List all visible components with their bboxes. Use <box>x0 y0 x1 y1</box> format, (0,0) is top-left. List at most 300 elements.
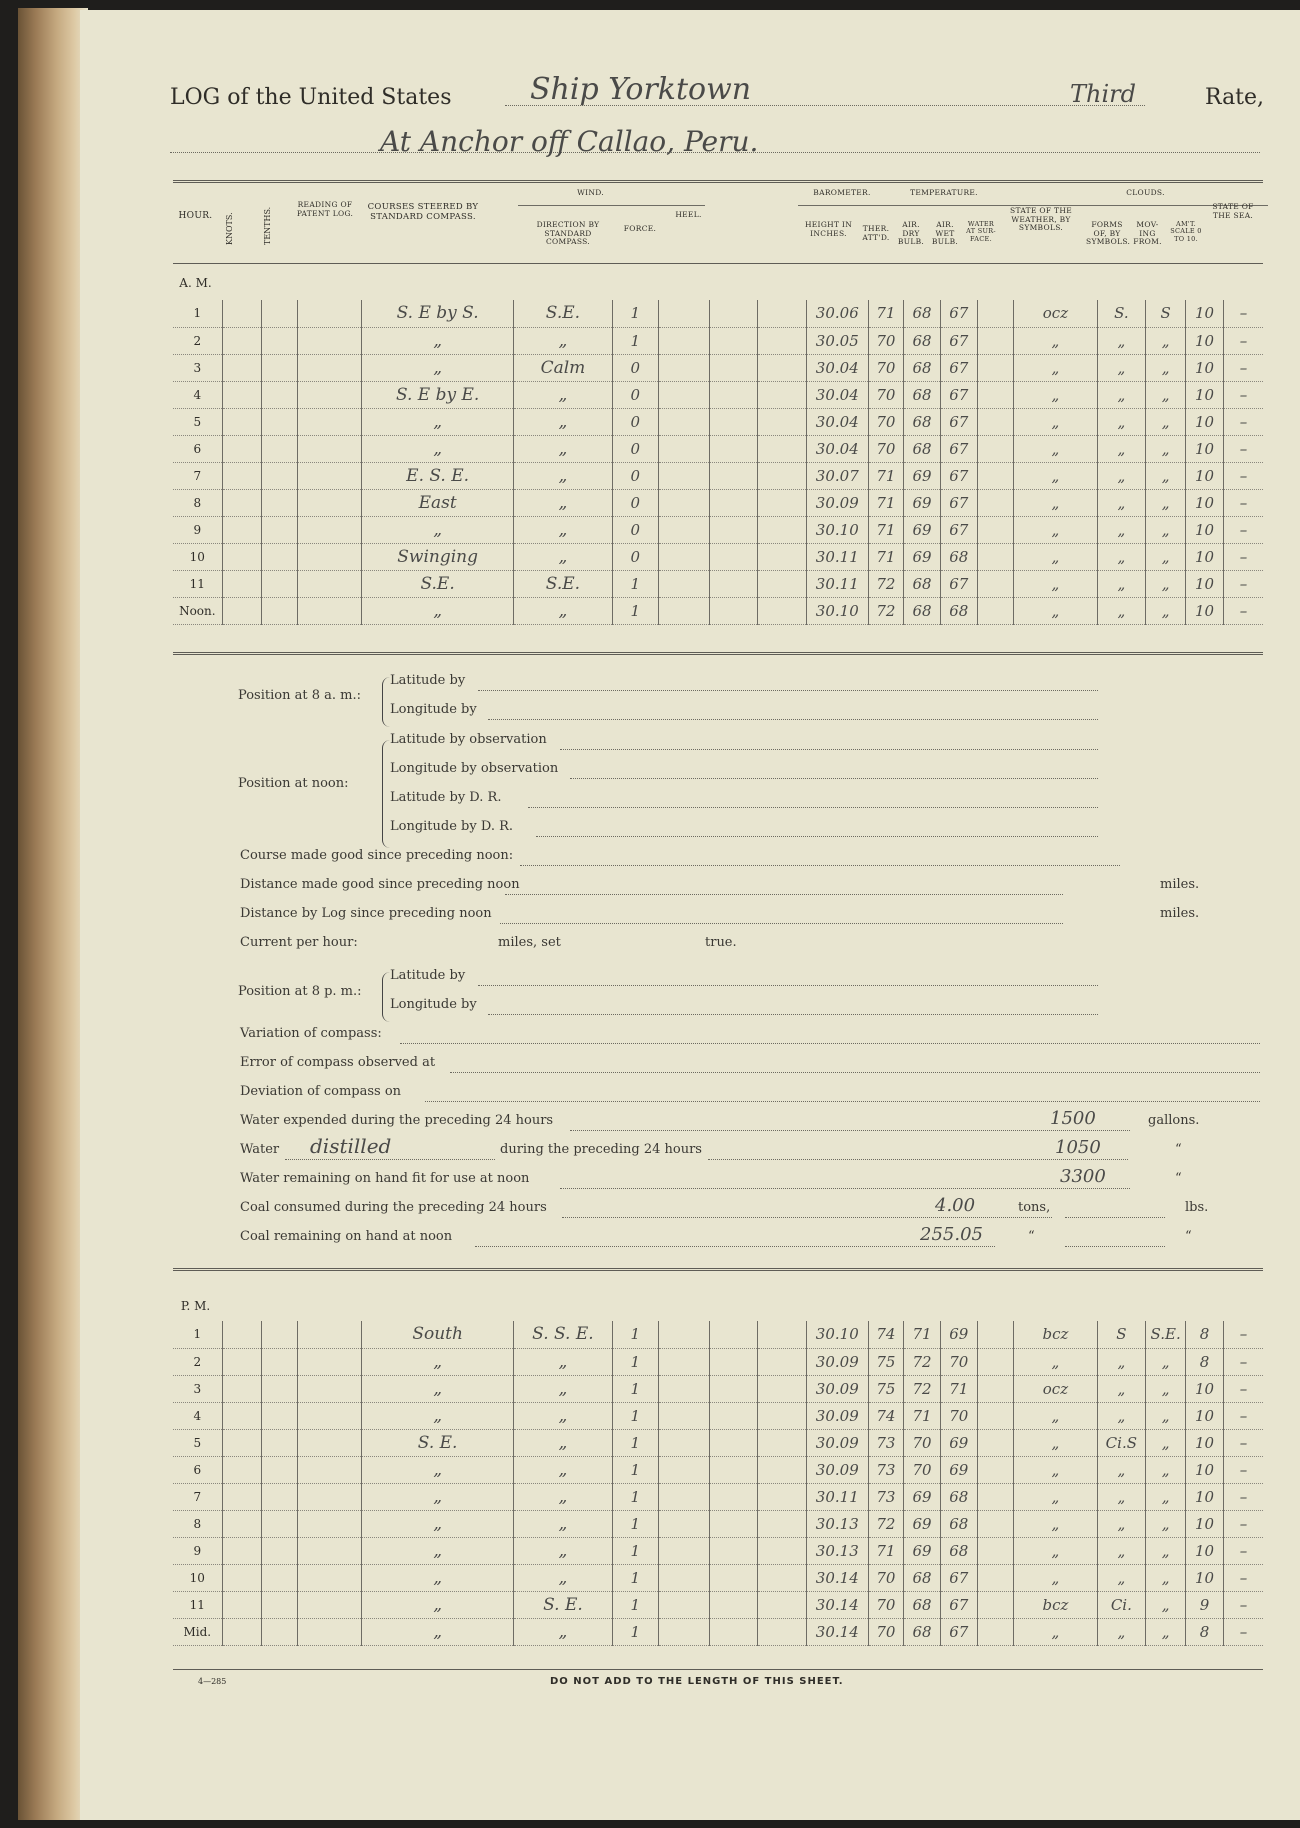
cell-ther: 70 <box>868 354 904 381</box>
coal-consumed-value: 4.00 <box>935 1195 976 1216</box>
cell-forms: Ci.S <box>1097 1429 1146 1456</box>
cell-weather: „ <box>1014 1537 1097 1564</box>
cell-course: „ <box>361 1375 513 1402</box>
cell-baro: 30.09 <box>807 1429 869 1456</box>
cell-weather: „ <box>1014 1456 1097 1483</box>
table-row <box>173 597 1263 624</box>
cell-weather: „ <box>1014 462 1097 489</box>
cell-ther: 71 <box>868 489 904 516</box>
cell-course: S.E. <box>361 570 513 597</box>
cell-force: 1 <box>612 1456 658 1483</box>
cell-empty <box>977 1591 1014 1618</box>
table-row <box>173 435 1263 462</box>
water-expended-label: Water expended during the preceding 24 hours <box>240 1113 554 1128</box>
title-prefix: LOG of the United States <box>170 85 452 110</box>
cell-empty <box>222 1564 261 1591</box>
cell-moving: „ <box>1146 1537 1186 1564</box>
lbs-unit: lbs. <box>1185 1200 1209 1215</box>
cell-sea: – <box>1223 597 1263 624</box>
cell-hour: 8 <box>193 495 202 510</box>
cell-dry: 68 <box>904 570 941 597</box>
cell-course: S. E by E. <box>361 381 513 408</box>
cell-amt: 10 <box>1186 489 1224 516</box>
miles-unit: miles. <box>1160 877 1200 892</box>
col-cloud-amount: AM'T. SCALE 0 TO 10. <box>1170 220 1202 243</box>
long-dr-label: Longitude by D. R. <box>390 819 513 834</box>
cell-sea: – <box>1223 408 1263 435</box>
cell-hour: 6 <box>193 1462 202 1477</box>
cell-weather: „ <box>1014 1402 1097 1429</box>
rate-label: Rate, <box>1205 85 1265 110</box>
cell-dir: „ <box>514 408 612 435</box>
cell-moving: „ <box>1146 543 1186 570</box>
cell-ther: 70 <box>868 408 904 435</box>
table-row <box>173 516 1263 543</box>
cell-amt: 8 <box>1186 1321 1224 1348</box>
cell-empty <box>298 1456 362 1483</box>
lat-by-label: Latitude by <box>390 673 466 688</box>
cell-empty <box>261 300 298 327</box>
cell-sea: – <box>1223 1591 1263 1618</box>
cell-empty <box>659 300 710 327</box>
cell-weather: „ <box>1014 1564 1097 1591</box>
cell-wet: 67 <box>940 462 977 489</box>
course-made-good-label: Course made good since preceding noon: <box>240 848 514 863</box>
cell-dry: 69 <box>904 1483 941 1510</box>
cell-empty <box>261 570 298 597</box>
am-label: A. M. <box>179 276 212 290</box>
cell-dry: 70 <box>904 1456 941 1483</box>
cell-empty <box>758 516 807 543</box>
cell-force: 0 <box>612 462 658 489</box>
cell-course: East <box>361 489 513 516</box>
cell-baro: 30.09 <box>807 1348 869 1375</box>
cell-empty <box>298 543 362 570</box>
cell-empty <box>758 1618 807 1645</box>
cell-wet: 68 <box>940 543 977 570</box>
table-row <box>173 1618 1263 1645</box>
cell-wet: 67 <box>940 1618 977 1645</box>
cell-empty <box>977 381 1014 408</box>
cell-empty <box>709 462 758 489</box>
cell-force: 1 <box>612 1483 658 1510</box>
cell-course: South <box>361 1321 513 1348</box>
form-number: 4—285 <box>198 1677 227 1686</box>
wind-divider <box>518 205 705 206</box>
cell-course: Swinging <box>361 543 513 570</box>
cell-empty <box>222 1591 261 1618</box>
cell-sea: – <box>1223 1375 1263 1402</box>
cell-empty <box>298 381 362 408</box>
cell-empty <box>977 1402 1014 1429</box>
cell-wet: 67 <box>940 327 977 354</box>
cell-moving: „ <box>1146 1348 1186 1375</box>
cell-ther: 72 <box>868 1510 904 1537</box>
cell-baro: 30.14 <box>807 1618 869 1645</box>
cell-amt: 10 <box>1186 570 1224 597</box>
cell-ther: 74 <box>868 1402 904 1429</box>
col-baro-height: HEIGHT IN INCHES. <box>804 220 853 238</box>
cell-empty <box>298 1618 362 1645</box>
cell-empty <box>261 1510 298 1537</box>
cell-dir: „ <box>514 462 612 489</box>
cell-moving: S.E. <box>1146 1321 1186 1348</box>
col-wind-force: FORCE. <box>623 224 657 233</box>
cell-moving: „ <box>1146 408 1186 435</box>
distance-by-log-label: Distance by Log since preceding noon <box>240 906 492 921</box>
cell-amt: 8 <box>1186 1618 1224 1645</box>
cell-forms: „ <box>1097 1375 1146 1402</box>
cell-amt: 10 <box>1186 408 1224 435</box>
cell-wet: 70 <box>940 1402 977 1429</box>
water-label: Water <box>240 1142 280 1157</box>
cell-amt: 10 <box>1186 597 1224 624</box>
cell-empty <box>298 408 362 435</box>
table-row <box>173 1510 1263 1537</box>
cell-empty <box>222 1402 261 1429</box>
distance-made-good-line <box>505 894 1063 895</box>
cell-forms: „ <box>1097 570 1146 597</box>
distance-by-log-line <box>500 923 1063 924</box>
cell-dry: 68 <box>904 597 941 624</box>
deviation-label: Deviation of compass on <box>240 1084 402 1099</box>
cell-empty <box>298 435 362 462</box>
table-row <box>173 543 1263 570</box>
cell-moving: „ <box>1146 1456 1186 1483</box>
cell-moving: „ <box>1146 1591 1186 1618</box>
cell-empty <box>977 1321 1014 1348</box>
cell-empty <box>709 1456 758 1483</box>
long-8pm-line <box>488 1014 1098 1015</box>
cell-empty <box>977 1537 1014 1564</box>
cell-empty <box>977 1483 1014 1510</box>
cell-ther: 72 <box>868 570 904 597</box>
cell-force: 0 <box>612 489 658 516</box>
cell-empty <box>977 1375 1014 1402</box>
ditto-mark: “ <box>1028 1229 1035 1244</box>
cell-empty <box>298 1591 362 1618</box>
cell-amt: 10 <box>1186 1564 1224 1591</box>
cell-empty <box>758 354 807 381</box>
cell-forms: „ <box>1097 1348 1146 1375</box>
cell-empty <box>659 543 710 570</box>
cell-empty <box>659 516 710 543</box>
cell-dry: 68 <box>904 1564 941 1591</box>
cell-forms: „ <box>1097 435 1146 462</box>
pos-noon-label: Position at noon: <box>238 776 349 791</box>
long-obs-label: Longitude by observation <box>390 761 559 776</box>
cell-weather: „ <box>1014 1510 1097 1537</box>
cell-dir: „ <box>514 1375 612 1402</box>
cell-empty <box>659 1402 710 1429</box>
table-row <box>173 327 1263 354</box>
cell-amt: 9 <box>1186 1591 1224 1618</box>
cell-baro: 30.14 <box>807 1591 869 1618</box>
cell-empty <box>659 408 710 435</box>
cell-amt: 10 <box>1186 1483 1224 1510</box>
cell-moving: „ <box>1146 1618 1186 1645</box>
cell-weather: „ <box>1014 435 1097 462</box>
cell-empty <box>222 327 261 354</box>
cell-wet: 68 <box>940 1537 977 1564</box>
cell-empty <box>709 435 758 462</box>
col-cloud-forms: FORMS OF, BY SYMBOLS. <box>1086 220 1131 247</box>
cell-empty <box>758 489 807 516</box>
cell-empty <box>659 435 710 462</box>
cell-empty <box>659 354 710 381</box>
cell-empty <box>659 1375 710 1402</box>
cell-baro: 30.09 <box>807 489 869 516</box>
cell-baro: 30.06 <box>807 300 869 327</box>
cell-empty <box>758 1510 807 1537</box>
cell-empty <box>758 408 807 435</box>
cell-ther: 75 <box>868 1348 904 1375</box>
cell-forms: „ <box>1097 1483 1146 1510</box>
cell-sea: – <box>1223 1510 1263 1537</box>
col-temperature: TEMPERATURE. <box>910 188 978 197</box>
water-during-line <box>708 1159 1128 1160</box>
cell-empty <box>222 408 261 435</box>
cell-empty <box>977 570 1014 597</box>
cell-forms: „ <box>1097 354 1146 381</box>
cell-weather: „ <box>1014 1483 1097 1510</box>
cell-sea: – <box>1223 1618 1263 1645</box>
cell-empty <box>758 381 807 408</box>
cell-force: 1 <box>612 597 658 624</box>
cell-moving: „ <box>1146 1483 1186 1510</box>
variation-label: Variation of compass: <box>240 1026 382 1041</box>
cell-moving: „ <box>1146 1510 1186 1537</box>
cell-moving: „ <box>1146 597 1186 624</box>
table-row <box>173 381 1263 408</box>
cell-empty <box>709 570 758 597</box>
table-row <box>173 1564 1263 1591</box>
cell-amt: 10 <box>1186 1402 1224 1429</box>
cell-empty <box>222 1429 261 1456</box>
cell-force: 0 <box>612 435 658 462</box>
cell-empty <box>758 1483 807 1510</box>
cell-empty <box>261 597 298 624</box>
cell-baro: 30.09 <box>807 1375 869 1402</box>
cell-dry: 72 <box>904 1375 941 1402</box>
cell-baro: 30.04 <box>807 381 869 408</box>
cell-empty <box>261 1375 298 1402</box>
cell-moving: „ <box>1146 381 1186 408</box>
cell-weather: ocz <box>1014 1375 1097 1402</box>
cell-empty <box>298 597 362 624</box>
cell-forms: S. <box>1097 300 1146 327</box>
cell-weather: „ <box>1014 1348 1097 1375</box>
cell-force: 1 <box>612 1402 658 1429</box>
cell-empty <box>298 1429 362 1456</box>
table-row <box>173 1483 1263 1510</box>
ditto-mark: “ <box>1185 1229 1192 1244</box>
cell-empty <box>659 462 710 489</box>
tons-unit: tons, <box>1018 1200 1051 1215</box>
cell-force: 1 <box>612 1537 658 1564</box>
cell-empty <box>659 1321 710 1348</box>
cell-empty <box>298 1321 362 1348</box>
cell-course: „ <box>361 1456 513 1483</box>
cell-empty <box>977 543 1014 570</box>
cell-course: „ <box>361 1510 513 1537</box>
cell-empty <box>659 570 710 597</box>
cell-baro: 30.04 <box>807 408 869 435</box>
cell-empty <box>977 1429 1014 1456</box>
cell-weather: „ <box>1014 543 1097 570</box>
cell-baro: 30.10 <box>807 516 869 543</box>
page-edge <box>18 8 88 1820</box>
cell-ther: 71 <box>868 543 904 570</box>
cell-forms: „ <box>1097 408 1146 435</box>
cell-forms: „ <box>1097 516 1146 543</box>
cell-empty <box>758 1456 807 1483</box>
cell-moving: „ <box>1146 1402 1186 1429</box>
cell-ther: 70 <box>868 435 904 462</box>
cell-empty <box>709 543 758 570</box>
lat-by-line <box>478 690 1098 691</box>
cell-empty <box>659 489 710 516</box>
cell-baro: 30.04 <box>807 354 869 381</box>
cell-wet: 67 <box>940 300 977 327</box>
water-method: distilled <box>310 1134 392 1158</box>
miles-set-label: miles, set <box>498 935 561 950</box>
cell-amt: 10 <box>1186 354 1224 381</box>
cell-empty <box>222 462 261 489</box>
cell-ther: 70 <box>868 1618 904 1645</box>
cell-empty <box>709 381 758 408</box>
cell-moving: „ <box>1146 1429 1186 1456</box>
cell-wet: 69 <box>940 1456 977 1483</box>
table-row <box>173 489 1263 516</box>
cell-empty <box>758 1429 807 1456</box>
cell-forms: „ <box>1097 327 1146 354</box>
coal-lbs-line <box>1065 1246 1165 1247</box>
cell-hour: 11 <box>189 576 205 591</box>
cell-weather: „ <box>1014 381 1097 408</box>
table-row <box>173 1429 1263 1456</box>
water-expended-value: 1500 <box>1050 1108 1096 1129</box>
cell-force: 1 <box>612 1375 658 1402</box>
cell-moving: „ <box>1146 489 1186 516</box>
cell-course: „ <box>361 597 513 624</box>
cell-empty <box>222 516 261 543</box>
cell-baro: 30.10 <box>807 1321 869 1348</box>
cell-empty <box>261 381 298 408</box>
table-row <box>173 300 1263 327</box>
cell-empty <box>758 300 807 327</box>
cell-empty <box>709 1537 758 1564</box>
cell-empty <box>222 1456 261 1483</box>
cell-weather: „ <box>1014 570 1097 597</box>
cell-empty <box>261 1402 298 1429</box>
cell-dry: 68 <box>904 354 941 381</box>
col-courses: COURSES STEERED BY STANDARD COMPASS. <box>367 202 479 222</box>
cell-empty <box>222 570 261 597</box>
cell-amt: 10 <box>1186 516 1224 543</box>
cell-empty <box>298 327 362 354</box>
cell-forms: „ <box>1097 1537 1146 1564</box>
column-headers <box>173 180 1263 264</box>
cell-amt: 10 <box>1186 1375 1224 1402</box>
cell-empty <box>298 1402 362 1429</box>
cell-empty <box>709 1510 758 1537</box>
cell-forms: „ <box>1097 1564 1146 1591</box>
cell-ther: 70 <box>868 1564 904 1591</box>
cell-empty <box>298 489 362 516</box>
cell-forms: „ <box>1097 489 1146 516</box>
cell-dir: „ <box>514 1564 612 1591</box>
cell-empty <box>758 1402 807 1429</box>
cell-dir: S.E. <box>514 300 612 327</box>
cell-hour: 11 <box>189 1597 205 1612</box>
cell-course: „ <box>361 516 513 543</box>
cell-empty <box>758 1591 807 1618</box>
cell-empty <box>298 354 362 381</box>
cell-empty <box>298 570 362 597</box>
cell-hour: 1 <box>193 306 202 321</box>
cell-dir: „ <box>514 1483 612 1510</box>
cell-forms: Ci. <box>1097 1591 1146 1618</box>
cell-empty <box>222 300 261 327</box>
cell-hour: 3 <box>193 1381 202 1396</box>
cell-wet: 67 <box>940 489 977 516</box>
table-row <box>173 462 1263 489</box>
cell-empty <box>298 1375 362 1402</box>
cell-empty <box>977 300 1014 327</box>
cell-empty <box>659 1591 710 1618</box>
cell-baro: 30.05 <box>807 327 869 354</box>
location: At Anchor off Callao, Peru. <box>380 125 759 158</box>
cell-amt: 10 <box>1186 1537 1224 1564</box>
cell-empty <box>709 300 758 327</box>
cell-empty <box>222 1483 261 1510</box>
cell-empty <box>261 354 298 381</box>
cell-hour: 4 <box>193 1408 202 1423</box>
cell-empty <box>977 516 1014 543</box>
cell-empty <box>758 462 807 489</box>
current-label: Current per hour: <box>240 935 358 950</box>
cell-empty <box>977 1618 1014 1645</box>
cell-empty <box>758 327 807 354</box>
cell-empty <box>709 1375 758 1402</box>
cell-empty <box>709 489 758 516</box>
cell-empty <box>261 1321 298 1348</box>
cell-dir: „ <box>514 327 612 354</box>
cell-weather: bcz <box>1014 1321 1097 1348</box>
cell-weather: ocz <box>1014 300 1097 327</box>
cell-hour: Noon. <box>179 603 216 618</box>
cell-empty <box>222 543 261 570</box>
cell-empty <box>709 1321 758 1348</box>
cell-empty <box>261 1564 298 1591</box>
cell-wet: 70 <box>940 1348 977 1375</box>
cell-course: „ <box>361 435 513 462</box>
cell-sea: – <box>1223 516 1263 543</box>
cell-amt: 10 <box>1186 1456 1224 1483</box>
cell-empty <box>977 1348 1014 1375</box>
cell-empty <box>977 408 1014 435</box>
cell-empty <box>298 462 362 489</box>
cell-weather: „ <box>1014 516 1097 543</box>
cell-dir: „ <box>514 1618 612 1645</box>
cell-sea: – <box>1223 327 1263 354</box>
cell-empty <box>298 1510 362 1537</box>
cell-empty <box>709 1402 758 1429</box>
cell-empty <box>261 408 298 435</box>
rate-value: Third <box>1070 80 1136 108</box>
cell-empty <box>298 1537 362 1564</box>
